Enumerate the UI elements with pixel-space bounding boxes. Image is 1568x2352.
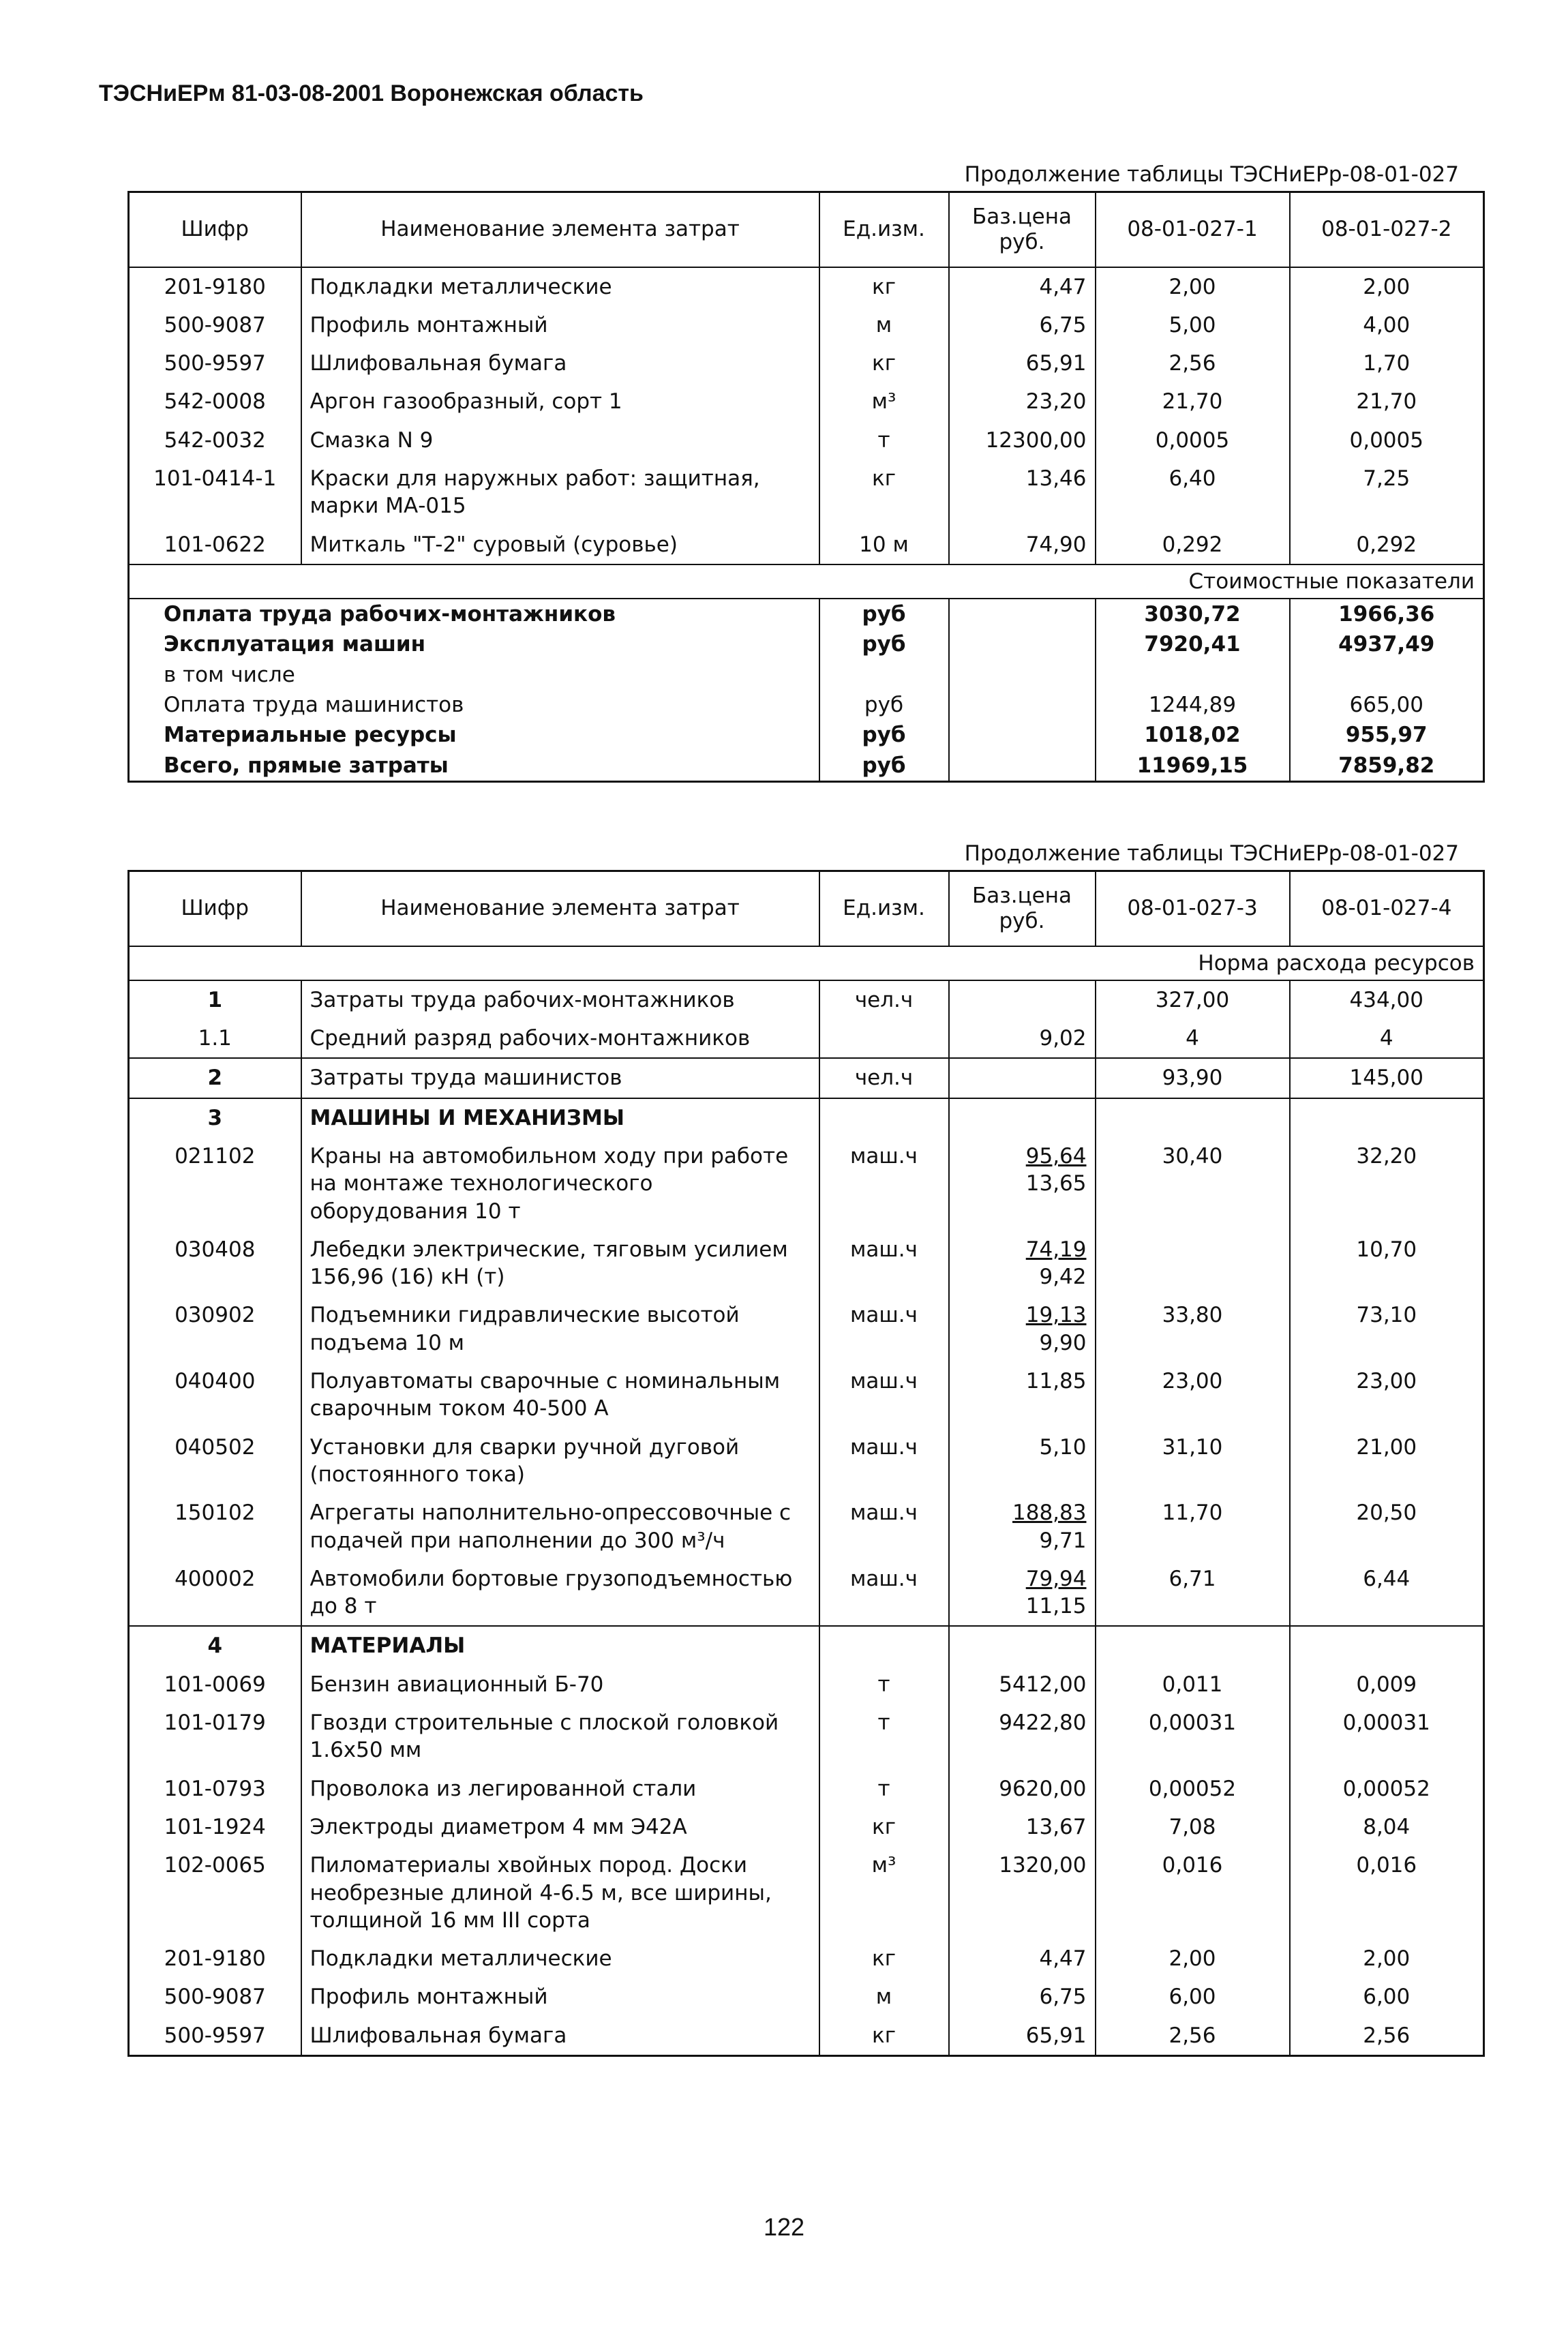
base-price-value: 4,47 xyxy=(1039,1946,1087,1972)
cost-name: Материальные ресурсы xyxy=(129,720,819,750)
base-price xyxy=(949,1808,1096,1846)
resource-name: Полуавтоматы сварочные с номинальным сварочным током 40-500 А xyxy=(301,1362,819,1428)
resource-unit: м xyxy=(819,1978,949,2016)
base-price: 74,90 xyxy=(949,526,1096,564)
norm-value: 0,0005 xyxy=(1096,421,1290,459)
norm-value: 4 xyxy=(1096,1019,1290,1058)
table-row xyxy=(129,526,1484,564)
base-price xyxy=(949,1428,1096,1494)
resource-name: Шлифовальная бумага xyxy=(301,2017,819,2056)
table-row xyxy=(129,459,1484,526)
resource-code: 500-9597 xyxy=(129,344,301,382)
resource-name: МАШИНЫ И МЕХАНИЗМЫ xyxy=(301,1098,819,1137)
base-price-value: 65,91 xyxy=(1025,2023,1087,2048)
norm-value: 20,50 xyxy=(1290,1494,1484,1560)
cost-unit: руб xyxy=(819,629,949,659)
table-row xyxy=(129,1296,1484,1362)
cost-row xyxy=(129,751,1484,782)
cost-value: 1018,02 xyxy=(1096,720,1290,750)
base-price xyxy=(949,1231,1096,1297)
base-price xyxy=(949,1940,1096,1978)
base-price xyxy=(949,1770,1096,1808)
cost-row xyxy=(129,690,1484,720)
norm-value: 2,00 xyxy=(1096,267,1290,306)
resource-name: Профиль монтажный xyxy=(301,1978,819,2016)
resource-unit: т xyxy=(819,1665,949,1704)
cost-value: 955,97 xyxy=(1290,720,1484,750)
col-unit-header: Ед.изм. xyxy=(819,871,949,946)
norm-value xyxy=(1290,1098,1484,1137)
base-price xyxy=(949,1137,1096,1231)
resource-unit: т xyxy=(819,421,949,459)
table-row xyxy=(129,382,1484,421)
cost-value: 1244,89 xyxy=(1096,690,1290,720)
resource-unit: кг xyxy=(819,2017,949,2056)
base-price xyxy=(949,980,1096,1019)
table-row xyxy=(129,1098,1484,1137)
cost-row xyxy=(129,599,1484,629)
cost-row xyxy=(129,629,1484,659)
norm-value: 21,00 xyxy=(1290,1428,1484,1494)
base-price xyxy=(949,1665,1096,1704)
table-row xyxy=(129,1058,1484,1098)
machinist-wage-value: 9,90 xyxy=(1039,1330,1087,1355)
base-price-value: 188,83 xyxy=(1012,1501,1087,1526)
norm-value: 21,70 xyxy=(1096,382,1290,421)
base-price-value: 1320,00 xyxy=(999,1853,1087,1878)
norm-value: 0,0005 xyxy=(1290,421,1484,459)
resource-unit: маш.ч xyxy=(819,1560,949,1627)
norm-section-header: Норма расхода ресурсов xyxy=(129,946,1484,980)
norm-value: 6,00 xyxy=(1290,1978,1484,2016)
col-code-header: Шифр xyxy=(129,871,301,946)
resource-name: Лебедки электрические, тяговым усилием 156,96 (16) кН (т) xyxy=(301,1231,819,1297)
resource-name: Шлифовальная бумага xyxy=(301,344,819,382)
resource-code: 030902 xyxy=(129,1296,301,1362)
resource-unit: 10 м xyxy=(819,526,949,564)
norm-value: 0,00031 xyxy=(1096,1704,1290,1770)
base-price xyxy=(949,1362,1096,1428)
resource-code: 4 xyxy=(129,1626,301,1665)
table1-continuation: Продолжение таблицы ТЭСНиЕРр-08-01-027 xyxy=(964,162,1459,187)
norm-value: 0,009 xyxy=(1290,1665,1484,1704)
norm-value: 0,00052 xyxy=(1096,1770,1290,1808)
col-name-header: Наименование элемента затрат xyxy=(301,871,819,946)
norm-value: 2,00 xyxy=(1290,1940,1484,1978)
resource-name: Смазка N 9 xyxy=(301,421,819,459)
empty-cell xyxy=(949,629,1096,659)
cost-value xyxy=(1290,660,1484,690)
machinist-wage-value: 13,65 xyxy=(1025,1171,1087,1196)
norm-value: 6,00 xyxy=(1096,1978,1290,2016)
resource-name: Профиль монтажный xyxy=(301,306,819,344)
resource-code: 021102 xyxy=(129,1137,301,1231)
base-price: 12300,00 xyxy=(949,421,1096,459)
norm-value: 93,90 xyxy=(1096,1058,1290,1098)
resource-code: 500-9087 xyxy=(129,1978,301,2016)
machinist-wage-value: 9,42 xyxy=(1039,1265,1087,1290)
norm-value: 31,10 xyxy=(1096,1428,1290,1494)
empty-cell xyxy=(949,720,1096,750)
resource-name: Затраты труда рабочих-монтажников xyxy=(301,980,819,1019)
resource-name: Агрегаты наполнительно-опрессовочные с подачей при наполнении до 300 м³/ч xyxy=(301,1494,819,1560)
resource-name: Пиломатериалы хвойных пород. Доски необрезные длиной 4-6.5 м, все ширины, толщиной 16 мм III сорта xyxy=(301,1846,819,1940)
table-row xyxy=(129,421,1484,459)
norm-value: 23,00 xyxy=(1290,1362,1484,1428)
cost-name: Эксплуатация машин xyxy=(129,629,819,659)
norm-value xyxy=(1096,1626,1290,1665)
base-price: 13,46 xyxy=(949,459,1096,526)
resource-code: 101-1924 xyxy=(129,1808,301,1846)
machinist-wage-value: 9,71 xyxy=(1039,1528,1087,1553)
col-unit-header: Ед.изм. xyxy=(819,192,949,267)
cost-name: в том числе xyxy=(129,660,819,690)
resource-unit: маш.ч xyxy=(819,1296,949,1362)
resource-unit: маш.ч xyxy=(819,1428,949,1494)
empty-cell xyxy=(949,690,1096,720)
col-price-header: Баз.цена руб. xyxy=(949,871,1096,946)
resource-name: Краны на автомобильном ходу при работе на монтаже технологического оборудования 10 т xyxy=(301,1137,819,1231)
resource-unit: кг xyxy=(819,344,949,382)
norm-value: 6,71 xyxy=(1096,1560,1290,1627)
norm-value xyxy=(1290,1626,1484,1665)
norm-value: 0,016 xyxy=(1096,1846,1290,1940)
table-row xyxy=(129,267,1484,306)
resource-name: Автомобили бортовые грузоподъемностью до 8 т xyxy=(301,1560,819,1627)
table-row xyxy=(129,1770,1484,1808)
resource-name: Подъемники гидравлические высотой подъема 10 м xyxy=(301,1296,819,1362)
col-norm2-header: 08-01-027-2 xyxy=(1290,192,1484,267)
cost-name: Оплата труда рабочих-монтажников xyxy=(129,599,819,629)
table-row xyxy=(129,1019,1484,1058)
cost-name: Всего, прямые затраты xyxy=(129,751,819,782)
norm-value: 21,70 xyxy=(1290,382,1484,421)
base-price xyxy=(949,1846,1096,1940)
norm-value: 30,40 xyxy=(1096,1137,1290,1231)
cost-section-header: Стоимостные показатели xyxy=(129,564,1484,599)
resource-code: 542-0032 xyxy=(129,421,301,459)
norm-value: 1,70 xyxy=(1290,344,1484,382)
table-row xyxy=(129,1978,1484,2016)
table-row xyxy=(129,1940,1484,1978)
cost-unit xyxy=(819,660,949,690)
resource-code: 400002 xyxy=(129,1560,301,1627)
resource-name: Подкладки металлические xyxy=(301,267,819,306)
cost-row xyxy=(129,720,1484,750)
base-price xyxy=(949,1978,1096,2016)
resource-unit: кг xyxy=(819,459,949,526)
norm-value: 2,56 xyxy=(1096,2017,1290,2056)
norm-value: 0,016 xyxy=(1290,1846,1484,1940)
resource-code: 101-0414-1 xyxy=(129,459,301,526)
norm-value: 4 xyxy=(1290,1019,1484,1058)
resource-name: Бензин авиационный Б-70 xyxy=(301,1665,819,1704)
base-price xyxy=(949,1494,1096,1560)
resource-name: Подкладки металлические xyxy=(301,1940,819,1978)
cost-value: 665,00 xyxy=(1290,690,1484,720)
norm-value xyxy=(1096,1098,1290,1137)
resource-name: Гвозди строительные с плоской головкой 1.6х50 мм xyxy=(301,1704,819,1770)
resource-unit: т xyxy=(819,1770,949,1808)
base-price-value: 5412,00 xyxy=(999,1672,1087,1697)
table2-continuation: Продолжение таблицы ТЭСНиЕРр-08-01-027 xyxy=(964,841,1459,866)
resource-unit xyxy=(819,1098,949,1137)
table-row xyxy=(129,2017,1484,2056)
cost-row xyxy=(129,660,1484,690)
cost-unit: руб xyxy=(819,690,949,720)
cost-value: 7859,82 xyxy=(1290,751,1484,782)
norm-value: 10,70 xyxy=(1290,1231,1484,1297)
base-price-value: 6,75 xyxy=(1039,1985,1087,2010)
base-price-value: 5,10 xyxy=(1039,1434,1087,1460)
resource-code: 150102 xyxy=(129,1494,301,1560)
norm-value: 5,00 xyxy=(1096,306,1290,344)
resource-code: 101-0622 xyxy=(129,526,301,564)
resource-code: 040400 xyxy=(129,1362,301,1428)
norm-value: 434,00 xyxy=(1290,980,1484,1019)
cost-name: Оплата труда машинистов xyxy=(129,690,819,720)
base-price xyxy=(949,1560,1096,1627)
col-norm1-header: 08-01-027-1 xyxy=(1096,192,1290,267)
table-row xyxy=(129,980,1484,1019)
norm-value: 7,25 xyxy=(1290,459,1484,526)
resource-table-1 xyxy=(127,191,1485,783)
resource-code: 2 xyxy=(129,1058,301,1098)
base-price: 4,47 xyxy=(949,267,1096,306)
norm-value: 73,10 xyxy=(1290,1296,1484,1362)
resource-unit: м³ xyxy=(819,382,949,421)
norm-value: 2,00 xyxy=(1290,267,1484,306)
norm-value: 6,40 xyxy=(1096,459,1290,526)
col-price-header: Баз.цена руб. xyxy=(949,192,1096,267)
resource-code: 101-0069 xyxy=(129,1665,301,1704)
resource-code: 030408 xyxy=(129,1231,301,1297)
resource-name: Миткаль "Т-2" суровый (суровье) xyxy=(301,526,819,564)
norm-value: 2,00 xyxy=(1096,1940,1290,1978)
norm-value: 145,00 xyxy=(1290,1058,1484,1098)
resource-unit: м xyxy=(819,306,949,344)
cost-unit: руб xyxy=(819,599,949,629)
base-price xyxy=(949,1296,1096,1362)
table-row xyxy=(129,1231,1484,1297)
resource-code: 500-9597 xyxy=(129,2017,301,2056)
col-norm3-header: 08-01-027-3 xyxy=(1096,871,1290,946)
base-price xyxy=(949,2017,1096,2056)
resource-name: Установки для сварки ручной дуговой (постоянного тока) xyxy=(301,1428,819,1494)
base-price-value: 9620,00 xyxy=(999,1776,1087,1801)
norm-value: 327,00 xyxy=(1096,980,1290,1019)
resource-code: 101-0793 xyxy=(129,1770,301,1808)
norm-value: 0,011 xyxy=(1096,1665,1290,1704)
table-row xyxy=(129,1626,1484,1665)
empty-cell xyxy=(949,751,1096,782)
resource-unit: кг xyxy=(819,1940,949,1978)
table-row xyxy=(129,1704,1484,1770)
cost-value: 11969,15 xyxy=(1096,751,1290,782)
document-header: ТЭСНиЕРм 81-03-08-2001 Воронежская область xyxy=(99,80,644,106)
base-price: 23,20 xyxy=(949,382,1096,421)
table-row xyxy=(129,1665,1484,1704)
resource-unit xyxy=(819,1626,949,1665)
resource-unit: м³ xyxy=(819,1846,949,1940)
base-price-value: 13,67 xyxy=(1025,1814,1087,1839)
norm-value: 11,70 xyxy=(1096,1494,1290,1560)
cost-value: 3030,72 xyxy=(1096,599,1290,629)
resource-name: Средний разряд рабочих-монтажников xyxy=(301,1019,819,1058)
base-price-value: 95,64 xyxy=(1025,1143,1087,1169)
empty-cell xyxy=(949,660,1096,690)
cost-unit: руб xyxy=(819,720,949,750)
base-price-value: 9422,80 xyxy=(999,1710,1087,1736)
resource-code: 101-0179 xyxy=(129,1704,301,1770)
norm-value: 7,08 xyxy=(1096,1808,1290,1846)
norm-value: 0,292 xyxy=(1096,526,1290,564)
base-price-value: 9,02 xyxy=(1039,1026,1087,1051)
resource-name: Аргон газообразный, сорт 1 xyxy=(301,382,819,421)
table-row xyxy=(129,1137,1484,1231)
base-price-value: 11,85 xyxy=(1025,1369,1087,1394)
norm-value: 32,20 xyxy=(1290,1137,1484,1231)
table-row xyxy=(129,1560,1484,1627)
table-row xyxy=(129,1494,1484,1560)
machinist-wage-value: 11,15 xyxy=(1025,1594,1087,1619)
resource-code: 102-0065 xyxy=(129,1846,301,1940)
resource-name: Электроды диаметром 4 мм Э42А xyxy=(301,1808,819,1846)
norm-value xyxy=(1096,1231,1290,1297)
cost-value: 7920,41 xyxy=(1096,629,1290,659)
cost-unit: руб xyxy=(819,751,949,782)
resource-unit: маш.ч xyxy=(819,1362,949,1428)
resource-unit: маш.ч xyxy=(819,1137,949,1231)
resource-code: 3 xyxy=(129,1098,301,1137)
norm-value: 23,00 xyxy=(1096,1362,1290,1428)
base-price-value: 19,13 xyxy=(1025,1303,1087,1328)
resource-table-2 xyxy=(127,870,1485,2057)
cost-value xyxy=(1096,660,1290,690)
resource-unit: маш.ч xyxy=(819,1494,949,1560)
norm-value: 4,00 xyxy=(1290,306,1484,344)
table-row xyxy=(129,1362,1484,1428)
norm-value: 2,56 xyxy=(1096,344,1290,382)
norm-value: 6,44 xyxy=(1290,1560,1484,1627)
table-row xyxy=(129,1808,1484,1846)
norm-value: 0,00052 xyxy=(1290,1770,1484,1808)
resource-name: Проволока из легированной стали xyxy=(301,1770,819,1808)
resource-code: 500-9087 xyxy=(129,306,301,344)
base-price xyxy=(949,1019,1096,1058)
resource-unit: кг xyxy=(819,267,949,306)
base-price: 65,91 xyxy=(949,344,1096,382)
base-price xyxy=(949,1058,1096,1098)
col-norm4-header: 08-01-027-4 xyxy=(1290,871,1484,946)
base-price xyxy=(949,1626,1096,1665)
resource-unit: чел.ч xyxy=(819,1058,949,1098)
resource-code: 1 xyxy=(129,980,301,1019)
resource-unit: маш.ч xyxy=(819,1231,949,1297)
resource-unit: т xyxy=(819,1704,949,1770)
table-row xyxy=(129,306,1484,344)
base-price: 6,75 xyxy=(949,306,1096,344)
resource-unit: чел.ч xyxy=(819,980,949,1019)
resource-name: Затраты труда машинистов xyxy=(301,1058,819,1098)
col-code-header: Шифр xyxy=(129,192,301,267)
resource-code: 1.1 xyxy=(129,1019,301,1058)
resource-unit: кг xyxy=(819,1808,949,1846)
resource-code: 542-0008 xyxy=(129,382,301,421)
base-price xyxy=(949,1098,1096,1137)
norm-value: 0,292 xyxy=(1290,526,1484,564)
table-row xyxy=(129,1428,1484,1494)
table-row xyxy=(129,1846,1484,1940)
base-price xyxy=(949,1704,1096,1770)
resource-unit xyxy=(819,1019,949,1058)
norm-value: 2,56 xyxy=(1290,2017,1484,2056)
norm-value: 0,00031 xyxy=(1290,1704,1484,1770)
resource-name: Краски для наружных работ: защитная, марки МА-015 xyxy=(301,459,819,526)
page-number: 122 xyxy=(763,2213,805,2241)
base-price-value: 74,19 xyxy=(1025,1237,1087,1262)
resource-name: МАТЕРИАЛЫ xyxy=(301,1626,819,1665)
norm-value: 33,80 xyxy=(1096,1296,1290,1362)
base-price-value: 79,94 xyxy=(1025,1566,1087,1591)
norm-value: 8,04 xyxy=(1290,1808,1484,1846)
table-row xyxy=(129,344,1484,382)
col-name-header: Наименование элемента затрат xyxy=(301,192,819,267)
cost-value: 1966,36 xyxy=(1290,599,1484,629)
resource-code: 201-9180 xyxy=(129,1940,301,1978)
empty-cell xyxy=(949,599,1096,629)
resource-code: 201-9180 xyxy=(129,267,301,306)
resource-code: 040502 xyxy=(129,1428,301,1494)
cost-value: 4937,49 xyxy=(1290,629,1484,659)
